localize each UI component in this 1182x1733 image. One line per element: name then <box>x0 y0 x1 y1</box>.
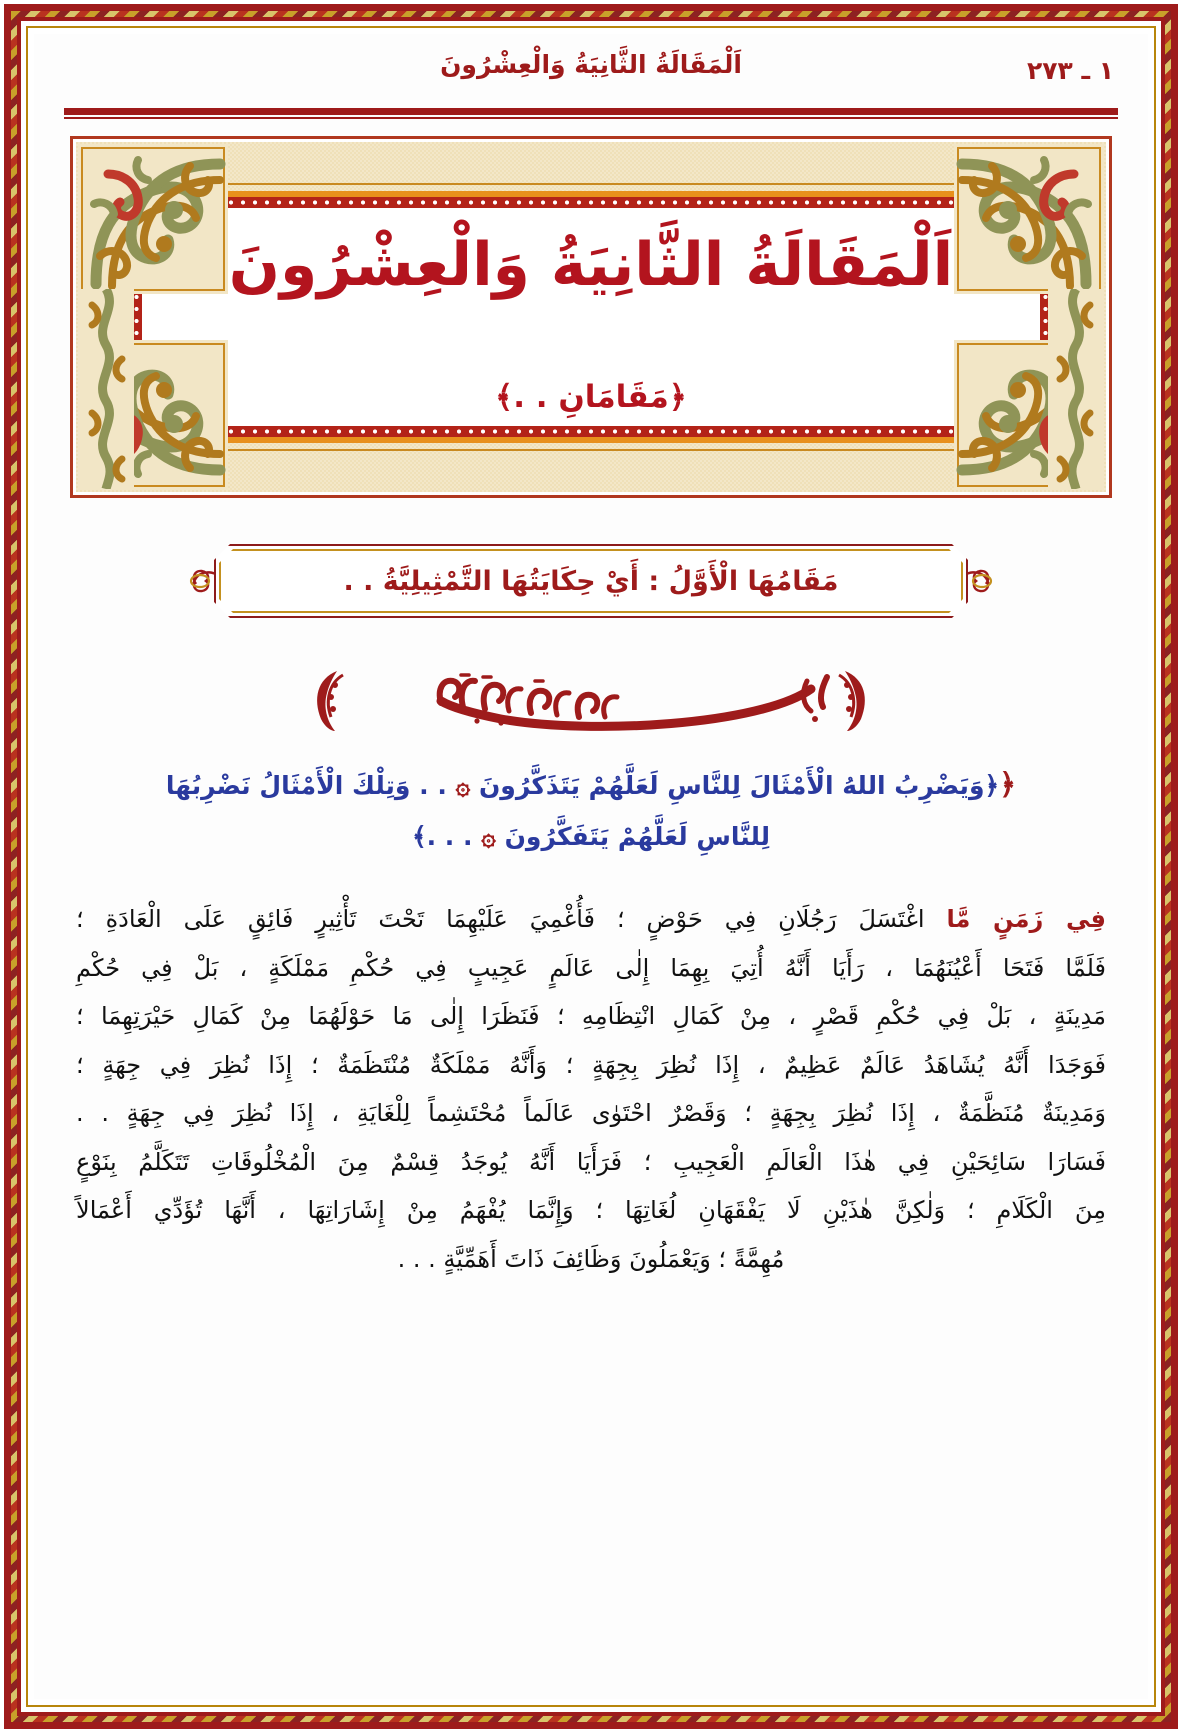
body-line: مِنَ الْكَلَامِ ؛ وَلٰكِنَّ هٰذَيْنِ لَا يَفْقَهَانِ لُغَاتِهَا ؛ وَإِنَّمَا يُفْهَمُ مِنْ إِشَارَاتِهَا ، أَنَّهَا تُؤَدِّي أَعْمَالاً <box>76 1196 1106 1225</box>
running-title: اَلْمَقَالَةُ الثَّانِيَةُ وَالْعِشْرُونَ <box>440 50 742 79</box>
basmala-calligraphy-icon <box>291 663 891 733</box>
page-content <box>34 34 1148 1699</box>
basmala-ornament <box>211 662 971 734</box>
title-frame-dot-band-right <box>1040 197 1051 437</box>
maqam-heading-text: مَقَامُهَا الْأَوَّلُ : أَيْ حِكَايَتُهَا التَّمْثِيلِيَّةُ . . <box>343 565 839 597</box>
body-line: فَسَارَا سَائِحَيْنِ فِي هٰذَا الْعَالَمِ الْعَجِيبِ ؛ فَرَأَيَا أَنَّهُ يُوجَدُ قِسْمٌ مِنَ الْمُخْلُوقَاتِ تَتَكَلَّمُ بِنَوْعٍ <box>76 1147 1106 1176</box>
verse-line-1 <box>94 756 1088 813</box>
quran-verse-block <box>94 756 1088 861</box>
body-line: فَوَجَدَا أَنَّهُ يُشَاهَدُ عَالَمٌ عَظِيمٌ ، إِذَا نُظِرَ بِجِهَةٍ ؛ وَأَنَّهُ مَمْلَكَةٌ مُنْتَظَمَةٌ ؛ إِذَا نُظِرَ فِي جِهَةٍ ؛ <box>76 1050 1106 1079</box>
body-line <box>76 895 1106 943</box>
verse-text-2b: . . .﴾ <box>411 821 473 851</box>
page-number: ١ ـ ٢٧٣ <box>1027 56 1114 85</box>
body-line: فَلَمَّا فَتَحَا أَعْيُنَهُمَا ، رَأَيَا أَنَّهُ أُتِيَ بِهِمَا إِلٰى عَالَمٍ عَجِيبٍ فِي حُكْمِ مَمْلَكَةٍ ، بَلْ فِي حُكْمِ <box>76 953 1106 982</box>
title-frame-dot-band-left <box>131 197 142 437</box>
title-frame-dot-band-top <box>131 197 1051 208</box>
chapter-title: اَلْمَقَالَةُ الثَّانِيَةُ وَالْعِشْرُونَ <box>228 230 954 300</box>
verse-open-bracket-icon: ﴿ <box>999 767 1017 801</box>
body-line: مَدِينَةٍ ، بَلْ فِي حُكْمِ قَصْرٍ ، مِنْ كَمَالِ انْتِظَامِهِ ؛ فَنَظَرَا إِلٰى مَا حَوْلَهُمَا مِنْ كَمَالِ حَيْرَتِهِمَا ؛ <box>76 1002 1106 1031</box>
body-line: وَمَدِينَةٌ مُنَظَّمَةٌ ، إِذَا نُظِرَ بِجِهَةٍ ؛ وَقَصْرٌ احْتَوٰى عَالَماً مُحْتَشِماً لِلْغَايَةِ ، إِذَا نُظِرَ فِي جِهَةٍ . . <box>76 1099 1106 1128</box>
verse-marker-icon: ۞ <box>455 771 471 800</box>
chapter-subtitle: ﴿مَقَامَانِ . .﴾ <box>495 379 687 415</box>
title-frame-dot-band-bottom <box>131 426 1051 437</box>
body-paragraph <box>76 895 1106 1283</box>
verse-line-2 <box>94 813 1088 862</box>
body-line-text: اغْتَسَلَ رَجُلَانِ فِي حَوْضٍ ؛ فَأُغْمِيَ عَلَيْهِمَا تَحْتَ تَأْثِيرٍ فَائِقٍ عَلَى الْعَادَةِ ؛ <box>76 905 925 934</box>
page-header <box>34 34 1148 112</box>
verse-text-1b: . . وَتِلْكَ الْأَمْثَالُ نَضْرِبُهَا <box>165 771 447 800</box>
body-lead-in: فِي زَمَنٍ مَّا <box>946 905 1106 934</box>
maqam-heading-box <box>188 544 994 618</box>
verse-text-1: ﴿وَيَضْرِبُ اللهُ الْأَمْثَالَ لِلنَّاسِ لَعَلَّهُمْ يَتَذَكَّرُونَ <box>478 771 1000 800</box>
ornate-title-frame <box>70 136 1112 498</box>
body-line-last: مُهِمَّةً ؛ وَيَعْمَلُونَ وَظَائِفَ ذَاتَ أَهَمِّيَّةٍ . . . <box>397 1244 785 1273</box>
header-divider-rule <box>64 108 1118 115</box>
verse-marker-icon: ۞ <box>481 821 496 851</box>
verse-text-2: لِلنَّاسِ لَعَلَّهُمْ يَتَفَكَّرُونَ <box>504 821 771 851</box>
